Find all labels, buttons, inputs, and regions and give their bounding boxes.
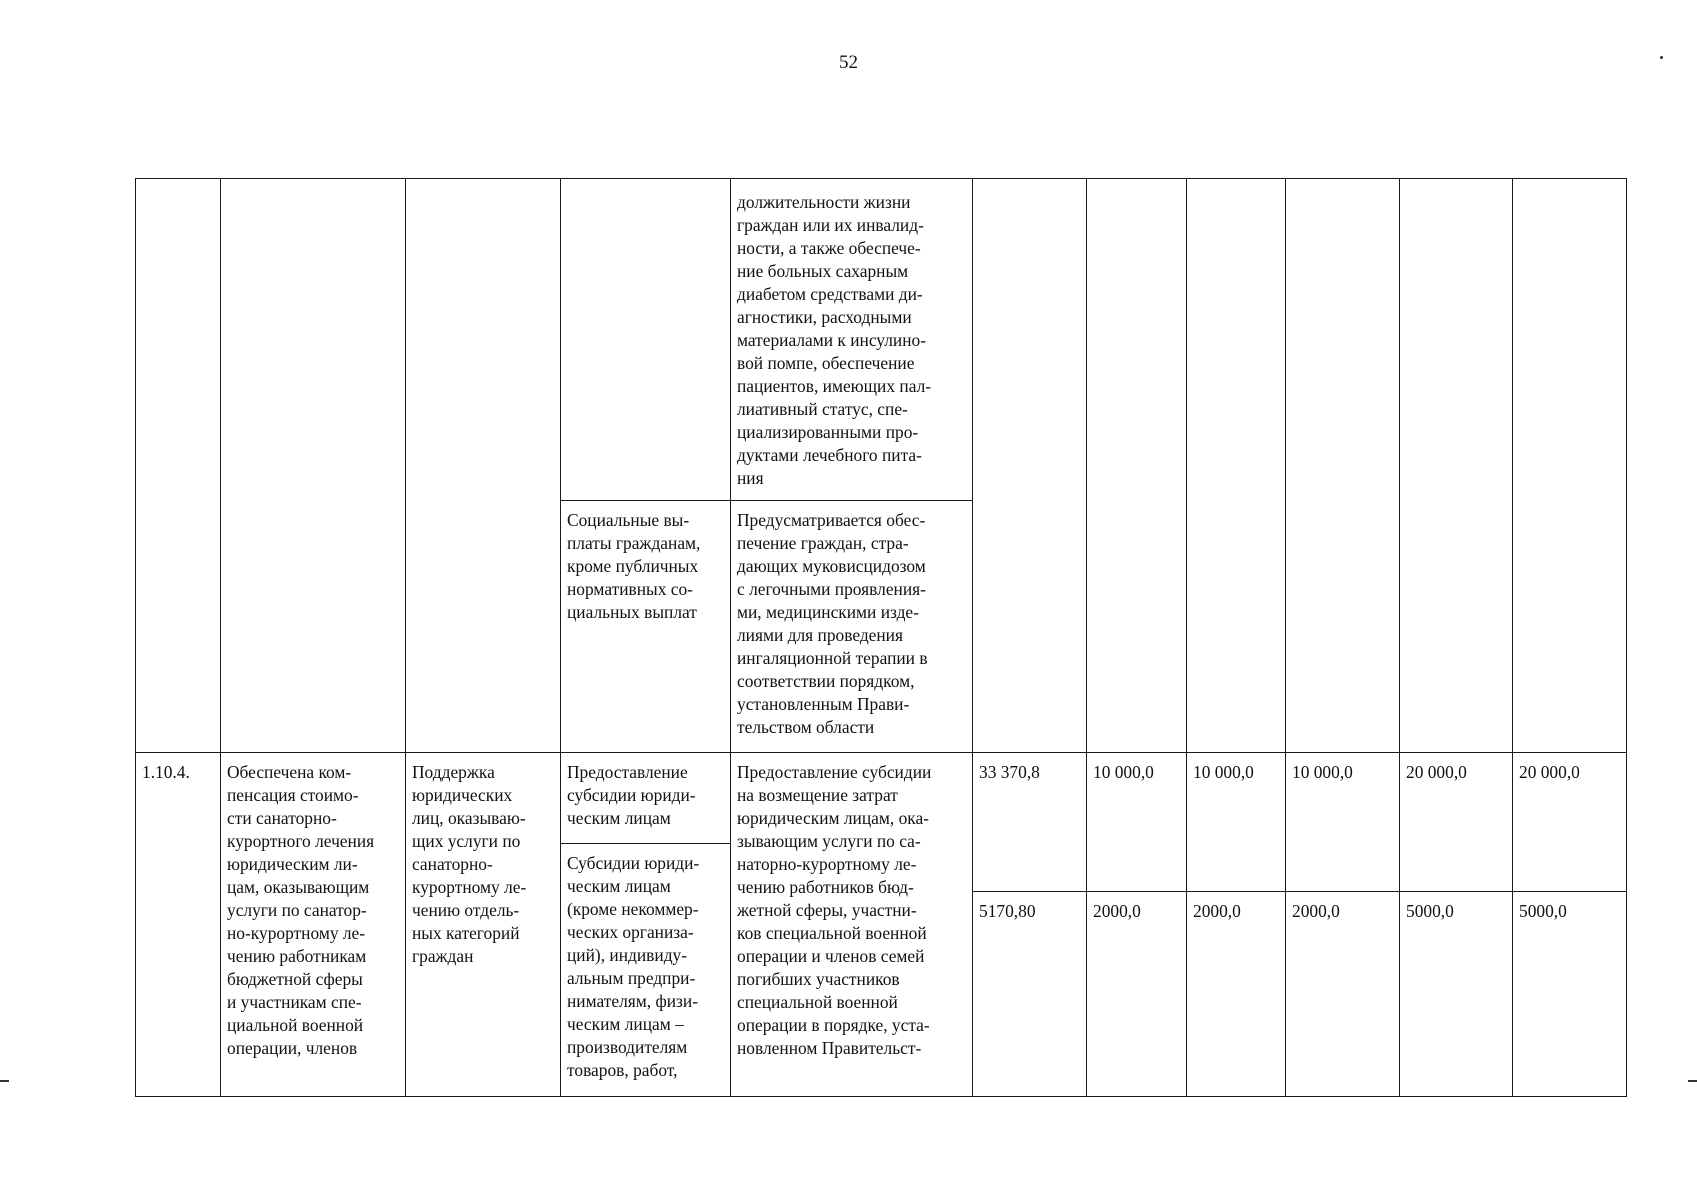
table-row <box>136 753 1627 844</box>
value-cell <box>1286 753 1400 892</box>
scan-mark <box>1688 1080 1697 1082</box>
value-2024: 5170,80 <box>979 901 1036 921</box>
measure-cell <box>406 753 561 1097</box>
result-cell-empty <box>221 179 406 753</box>
value-cell-empty <box>1286 179 1400 753</box>
value-2025: 2000,0 <box>1093 901 1141 921</box>
value-cell <box>973 892 1087 1097</box>
number-cell-empty <box>136 179 221 753</box>
value-cell-empty <box>1087 179 1187 753</box>
result-text: Обеспечена ком- пенсация стоимо- сти санаторно- курортного лечения юридическим ли- цам, оказывающим услуги по санатор- но-курортному ле- чению работникам бюджетной сферы и участникам спе- циальной военной операции, членов <box>227 762 375 1058</box>
measure-text: Поддержка юридических лиц, оказываю- щих услуги по санаторно- курортному ле- чению отдель- ных категорий граждан <box>412 762 527 966</box>
continuation-row <box>136 179 1627 501</box>
value-cell <box>973 753 1087 892</box>
value-cell <box>1513 753 1627 892</box>
value-cell <box>1400 753 1513 892</box>
measure-cell-empty <box>406 179 561 753</box>
value-2028: 20 000,0 <box>1406 762 1467 782</box>
expense-type-text: Субсидии юриди- ческим лицам (кроме некоммер- ческих организа- ций), индивиду- альным предпри- нимателям, физи- ческим лицам – производителям товаров, работ, <box>567 853 700 1080</box>
value-cell-empty <box>973 179 1087 753</box>
expense-type-cell-empty <box>561 179 731 501</box>
detail-text: Предусматривается обес- печение граждан, стра- дающих муковисцидозом с легочными проявления- ми, медицинскими изде- лиями для проведения ингаляционной терапии в соответствии порядком, установленным Прави- тельством области <box>737 510 928 737</box>
value-cell <box>1187 892 1286 1097</box>
value-2028: 5000,0 <box>1406 901 1454 921</box>
detail-text: должительности жизни граждан или их инвалид- ности, а также обеспече- ние больных сахарным диабетом средствами ди- агностики, расходными материалами к инсулино- вой помпе, обеспечение пациентов, имеющих пал- лиативный статус, спе- циализированными про- дуктами лечебного пита- ния <box>737 192 932 488</box>
row-number-cell <box>136 753 221 1097</box>
value-2029: 5000,0 <box>1519 901 1567 921</box>
page-number: 52 <box>839 52 858 73</box>
value-2026: 2000,0 <box>1193 901 1241 921</box>
expense-type-text: Социальные вы- платы гражданам, кроме публичных нормативных со- циальных выплат <box>567 510 701 622</box>
value-cell-empty <box>1513 179 1627 753</box>
scan-dot <box>1660 56 1663 59</box>
value-cell <box>1286 892 1400 1097</box>
detail-cell <box>731 501 973 753</box>
detail-cell <box>731 179 973 501</box>
program-measures-table <box>135 178 1627 1097</box>
value-cell-empty <box>1187 179 1286 753</box>
result-cell <box>221 753 406 1097</box>
expense-type-cell <box>561 753 731 844</box>
expense-type-cell <box>561 501 731 753</box>
value-cell <box>1087 753 1187 892</box>
value-2027: 10 000,0 <box>1292 762 1353 782</box>
scan-mark <box>0 1080 9 1082</box>
value-cell <box>1513 892 1627 1097</box>
detail-text: Предоставление субсидии на возмещение затрат юридическим лицам, ока- зывающим услуги по са- наторно-курортному ле- чению работников бюд- жетной сферы, участни- ков специальной военной операции и членов семей погибших участников специальной военной операции в порядке, уста- новленном Правительст- <box>737 762 932 1058</box>
value-cell-empty <box>1400 179 1513 753</box>
expense-type-cell <box>561 844 731 1097</box>
value-2029: 20 000,0 <box>1519 762 1580 782</box>
expense-type-text: Предоставление субсидии юриди- ческим лицам <box>567 762 696 828</box>
value-cell <box>1087 892 1187 1097</box>
value-2024: 33 370,8 <box>979 762 1040 782</box>
value-2025: 10 000,0 <box>1093 762 1154 782</box>
value-cell <box>1400 892 1513 1097</box>
row-number: 1.10.4. <box>142 762 190 782</box>
detail-cell <box>731 753 973 1097</box>
value-2026: 10 000,0 <box>1193 762 1254 782</box>
value-cell <box>1187 753 1286 892</box>
value-2027: 2000,0 <box>1292 901 1340 921</box>
